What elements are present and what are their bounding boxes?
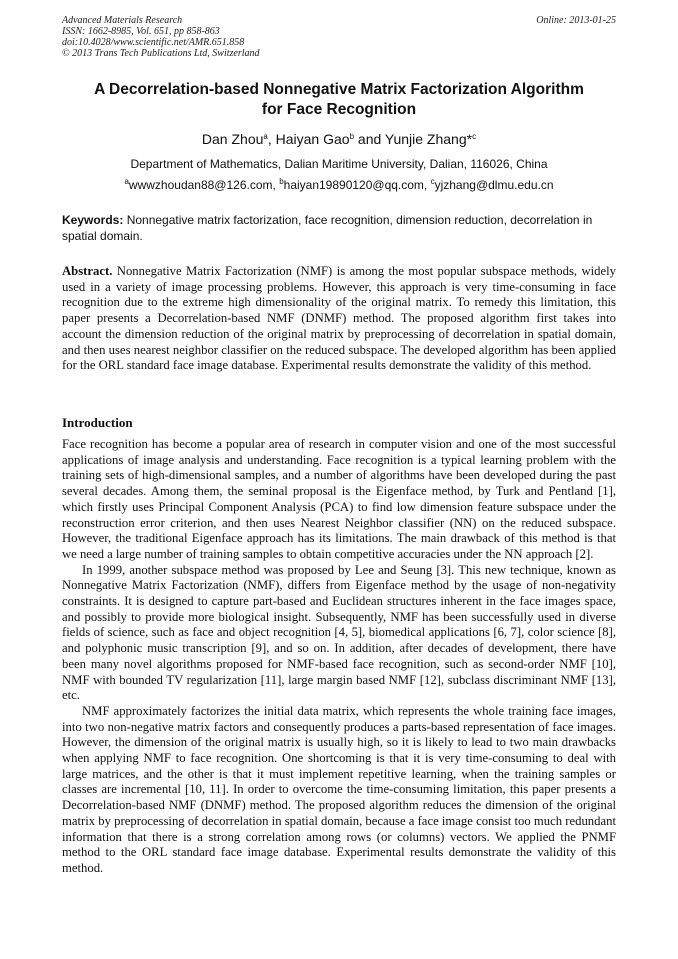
abstract-text: Nonnegative Matrix Factorization (NMF) is among the most popular subspace methods, widely used in a variety of image processing problems. However, this approach is very time-consuming in face recognition due to the extreme high dimensionality of the original matrix. To remedy this limitation, this paper presents a Decorrelation-based NMF (DNMF) method. The proposed algorithm first takes into account the dimension reduction of the original matrix by preprocessing of decorrelation in spatial domain, and then uses nearest neighbor classifier on the reduced subspace. The developed algorithm has been applied for the ORL standard face image database. Experimental results demonstrate the validity of this method. bbox=[62, 264, 616, 373]
journal-header bbox=[62, 15, 616, 59]
introduction-section bbox=[62, 437, 616, 877]
online-date: Online: 2013-01-25 bbox=[536, 15, 616, 26]
email-3-sup: c bbox=[430, 177, 435, 186]
affiliation: Department of Mathematics, Dalian Maritime University, Dalian, 116026, China bbox=[130, 157, 548, 171]
author-list bbox=[62, 130, 616, 148]
author-3: and Yunjie Zhang* bbox=[354, 131, 473, 147]
keywords-text: Nonnegative matrix factorization, face recognition, dimension reduction, decorrelation in spatial domain. bbox=[62, 213, 593, 243]
email-2-sup: b bbox=[279, 177, 284, 186]
paper-title bbox=[62, 80, 616, 120]
abstract-section bbox=[62, 264, 616, 374]
intro-paragraph-3: NMF approximately factorizes the initial data matrix, which represents the whole training face images, into two non-negative matrix factors and consequently produces a parts-based representation of face images. However, the dimension of the original matrix is usually high, so it is likely to lead to two main drawbacks when applying NMF to face recognition. One shortcoming is that it is very time-consuming to deal with large matrices, and the other is that it must implement repetitive learning, when the training samples or classes are incremental [10, 11]. In order to overcome the time-consuming limitation, this paper presents a Decorrelation-based NMF (DNMF) method. The proposed algorithm reduces the dimension of the original matrix by preprocessing of decorrelation in spatial domain, because a face image consist too much redundant information that there is a strong correlation among rows (or columns) vectors. We applied the PNMF method to the ORL standard face image database. Experimental results demonstrate the validity of this method. bbox=[62, 703, 616, 875]
copyright-line: © 2013 Trans Tech Publications Ltd, Switzerland bbox=[62, 48, 260, 59]
journal-name: Advanced Materials Research bbox=[62, 15, 183, 26]
abstract-label: Abstract. bbox=[62, 264, 113, 278]
doi-line[interactable]: doi:10.4028/www.scientific.net/AMR.651.858 bbox=[62, 37, 245, 48]
title-line-1: A Decorrelation-based Nonnegative Matrix Factorization Algorithm bbox=[94, 81, 584, 98]
title-line-2: for Face Recognition bbox=[261, 101, 417, 118]
author-1: Dan Zhou bbox=[201, 131, 264, 147]
introduction-heading: Introduction bbox=[62, 415, 133, 430]
author-3-sup: c bbox=[472, 132, 477, 141]
author-2-sup: b bbox=[349, 132, 355, 141]
author-1-sup: a bbox=[263, 132, 268, 141]
author-2: , Haiyan Gao bbox=[267, 131, 350, 147]
email-3[interactable]: yjzhang@dlmu.edu.cn bbox=[434, 178, 554, 192]
email-1-sup: a bbox=[124, 177, 129, 186]
email-2[interactable]: haiyan19890120@qq.com, bbox=[283, 178, 431, 192]
email-list bbox=[62, 177, 616, 193]
intro-paragraph-2: In 1999, another subspace method was proposed by Lee and Seung [3]. This new technique, known as Nonnegative Matrix Factorization (NMF), differs from Eigenface method by the usage of non-negativity constraints. It is designed to capture part-based and Euclidean structures inherent in the face images space, and possibly to provide more biological insight. Subsequently, NMF has been successfully used in diverse fields of science, such as face and object recognition [4, 5], biomedical applications [6, 7], color science [8], and polyphonic music transcription [9], and so on. In addition, after decades of development, there have been many novel algorithms proposed for NMF-based face recognition, such as second-order NMF [10], NMF with bounded TV regularization [11], large margin based NMF [12], subclass discriminant NMF [13], etc. bbox=[62, 562, 616, 703]
keywords-section bbox=[62, 212, 616, 244]
issn-line: ISSN: 1662-8985, Vol. 651, pp 858-863 bbox=[62, 26, 220, 37]
keywords-label: Keywords: bbox=[62, 213, 124, 227]
email-1[interactable]: wwwzhoudan88@126.com, bbox=[128, 178, 280, 192]
intro-paragraph-1: Face recognition has become a popular area of research in computer vision and one of the most successful applications of image analysis and understanding. Face recognition is a typical learning problem with the training sets of high-dimensional samples, and a number of algorithms have been developed during the past several decades. Among them, the seminal proposal is the Eigenface method, by Turk and Pentland [1], which firstly uses Principal Component Analysis (PCA) to find low dimension feature subspace under the reconstruction error criterion, and then uses Nearest Neighbor classifier (NN) on the reduced subspace. However, the traditional Eigenface approach has its limitations. The main drawback of this method is that we need a large number of training samples to obtain competitive accuracies under the NN approach [2]. bbox=[62, 437, 616, 561]
